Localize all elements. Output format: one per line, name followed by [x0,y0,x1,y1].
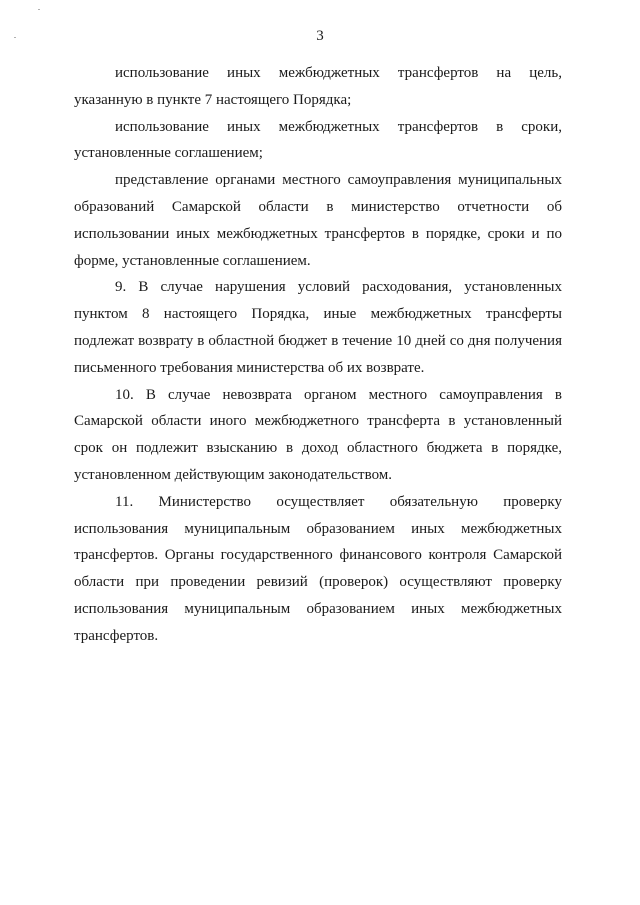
paragraph-10-non-return: 10. В случае невозврата органом местного самоуправления в Самарской области иного межбюджетного трансферта в установленный срок он подлежит взысканию в доход областного бюджета в порядке, установленном действующим законодательством. [74,386,562,483]
document-body [74,60,562,650]
paragraph-11-inspection: 11. Министерство осуществляет обязательную проверку использования муниципальным образованием иных межбюджетных трансфертов. Органы государственного финансового контроля Самарской области при проведении ревизий (проверок) осуществляют проверку использования муниципальным образованием иных межбюджетных трансфертов. [74,493,562,644]
paragraph-9-violation: 9. В случае нарушения условий расходования, установленных пунктом 8 настоящего Порядка, иные межбюджетных трансферты подлежат возврату в областной бюджет в течение 10 дней со дня получения письменного требования министерства об их возврате. [74,279,562,376]
paragraph-reporting: представление органами местного самоуправления муниципальных образований Самарской области в министерство отчетности об использовании иных межбюджетных трансфертов в порядке, сроки и по форме, установленные соглашением. [74,172,562,269]
paragraph-transfer-terms: использование иных межбюджетных трансфертов в сроки, установленные соглашением; [74,118,562,162]
paragraph-transfer-purpose: использование иных межбюджетных трансфертов на цель, указанную в пункте 7 настоящего Порядка; [74,65,562,108]
page-number: 3 [316,28,324,44]
scan-speck [38,9,40,10]
